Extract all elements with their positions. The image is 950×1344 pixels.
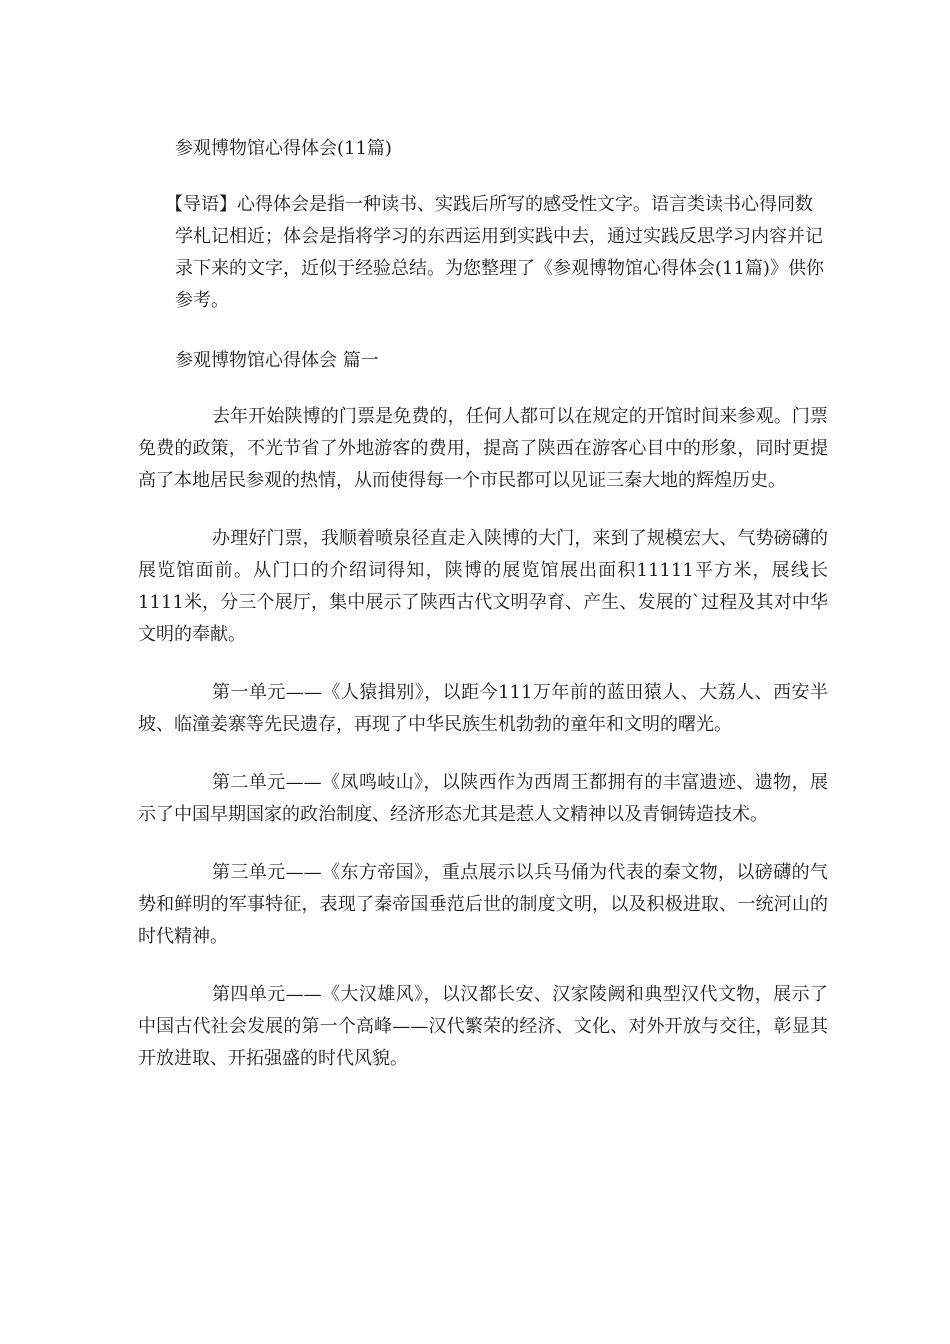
intro-paragraph: 【导语】心得体会是指一种读书、实践后所写的感受性文字。语言类读书心得同数学札记相近；体会是指将学习的东西运用到实践中去，通过实践反思学习内容并记录下来的文字，近似于经验总结。为您整理了《参观博物馆心得体会(11篇)》供你参考。	[165, 194, 824, 311]
paragraph-1: 去年开始陕博的门票是免费的，任何人都可以在规定的开馆时间来参观。门票免费的政策，不光节省了外地游客的费用，提高了陕西在游客心目中的形象，同时更提高了本地居民参观的热情，从而使得每一个市民都可以见证三秦大地的辉煌历史。	[138, 406, 828, 491]
paragraph-4: 第二单元——《凤鸣岐山》，以陕西作为西周王都拥有的丰富遗迹、遗物，展示了中国早期国家的政治制度、经济形态尤其是惹人文精神以及青铜铸造技术。	[138, 772, 828, 825]
paragraph-5: 第三单元——《东方帝国》，重点展示以兵马俑为代表的秦文物，以磅礴的气势和鲜明的军事特征，表现了秦帝国垂范后世的制度文明，以及积极进取、一统河山的时代精神。	[138, 862, 828, 947]
paragraph-2: 办理好门票，我顺着喷泉径直走入陕博的大门，来到了规模宏大、气势磅礴的展览馆面前。从门口的介绍词得知，陕博的展览馆展出面积11111平方米，展线长1111米，分三个展厅，集中展示了陕西古代文明孕育、产生、发展的`过程及其对中华文明的奉献。	[138, 528, 828, 645]
section-title: 参观博物馆心得体会 篇一	[175, 350, 379, 371]
document-title: 参观博物馆心得体会(11篇)	[175, 138, 392, 159]
paragraph-6: 第四单元——《大汉雄风》，以汉都长安、汉家陵阙和典型汉代文物，展示了中国古代社会发展的第一个高峰——汉代繁荣的经济、文化、对外开放与交往，彰显其开放进取、开拓强盛的时代风貌。	[138, 984, 828, 1069]
document-body	[138, 133, 828, 1101]
paragraph-3: 第一单元——《人猿揖别》，以距今111万年前的蓝田猿人、大荔人、西安半坡、临潼姜寨等先民遗存，再现了中华民族生机勃勃的童年和文明的曙光。	[138, 682, 828, 735]
